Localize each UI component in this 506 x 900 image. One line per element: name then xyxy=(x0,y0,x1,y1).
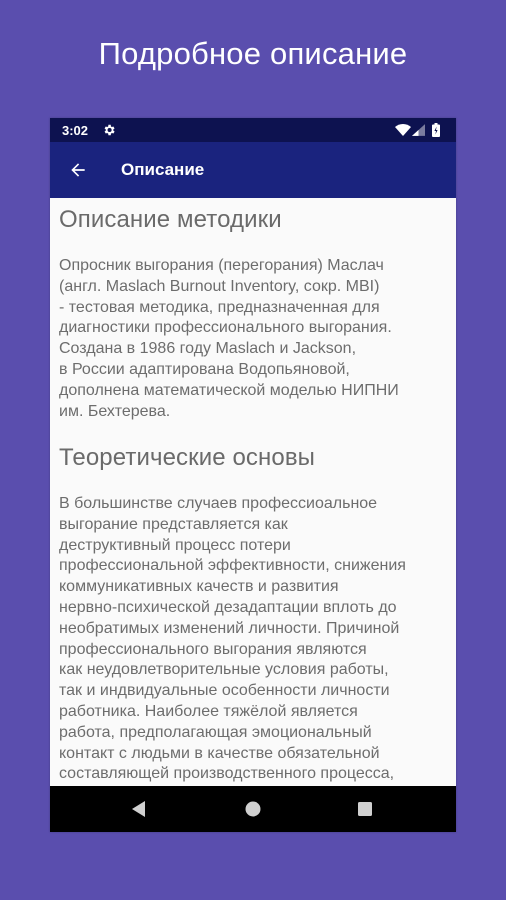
section-heading-theory: Теоретические основы xyxy=(59,444,316,471)
phone-screen xyxy=(50,118,456,832)
section-text-method: Опросник выгорания (перегорания) Маслач (англ. Maslach Burnout Inventory, сокр. MBI) - тестовая методика, предназначенная для диагностики профессионального выгорания. Создана в 1986 году Maslach и Jackson, в России адаптирована Водопьяновой, дополнена математической моделью НИПНИ им. Бехтерева. xyxy=(59,257,399,420)
nav-back-icon[interactable] xyxy=(130,800,148,818)
back-button[interactable] xyxy=(62,154,94,186)
promo-title: Подробное описание xyxy=(98,36,408,71)
arrow-back-icon xyxy=(68,160,88,180)
description-content[interactable] xyxy=(50,198,456,786)
section-heading-method: Описание методики xyxy=(59,206,282,233)
section-text-theory: В большинстве случаев профессиоальное выгорание представляется как деструктивный процесс потери профессиональной эффективности, снижения коммуникативных качеств и развития нервно-психической дезадаптации вплоть до необратимых изменений личности. Причиной профессионального выгорания являются как неудовлетворительные условия работы, так и индвидуальные особенности личности работника. Наиболее тяжёлой является работа, предполагающая эмоциональный контакт с людьми в качестве обязательной составляющей производственного процесса, xyxy=(59,495,406,783)
status-time: 3:02 xyxy=(62,123,89,138)
navigation-bar xyxy=(50,786,456,832)
signal-icon xyxy=(412,124,425,136)
nav-home-icon[interactable] xyxy=(244,800,262,818)
app-title: Описание xyxy=(121,160,205,179)
wifi-icon xyxy=(395,124,411,136)
app-bar xyxy=(50,142,456,198)
gear-icon xyxy=(102,123,116,137)
nav-recents-icon[interactable] xyxy=(357,801,373,817)
battery-icon xyxy=(432,123,440,137)
status-bar xyxy=(50,118,456,142)
